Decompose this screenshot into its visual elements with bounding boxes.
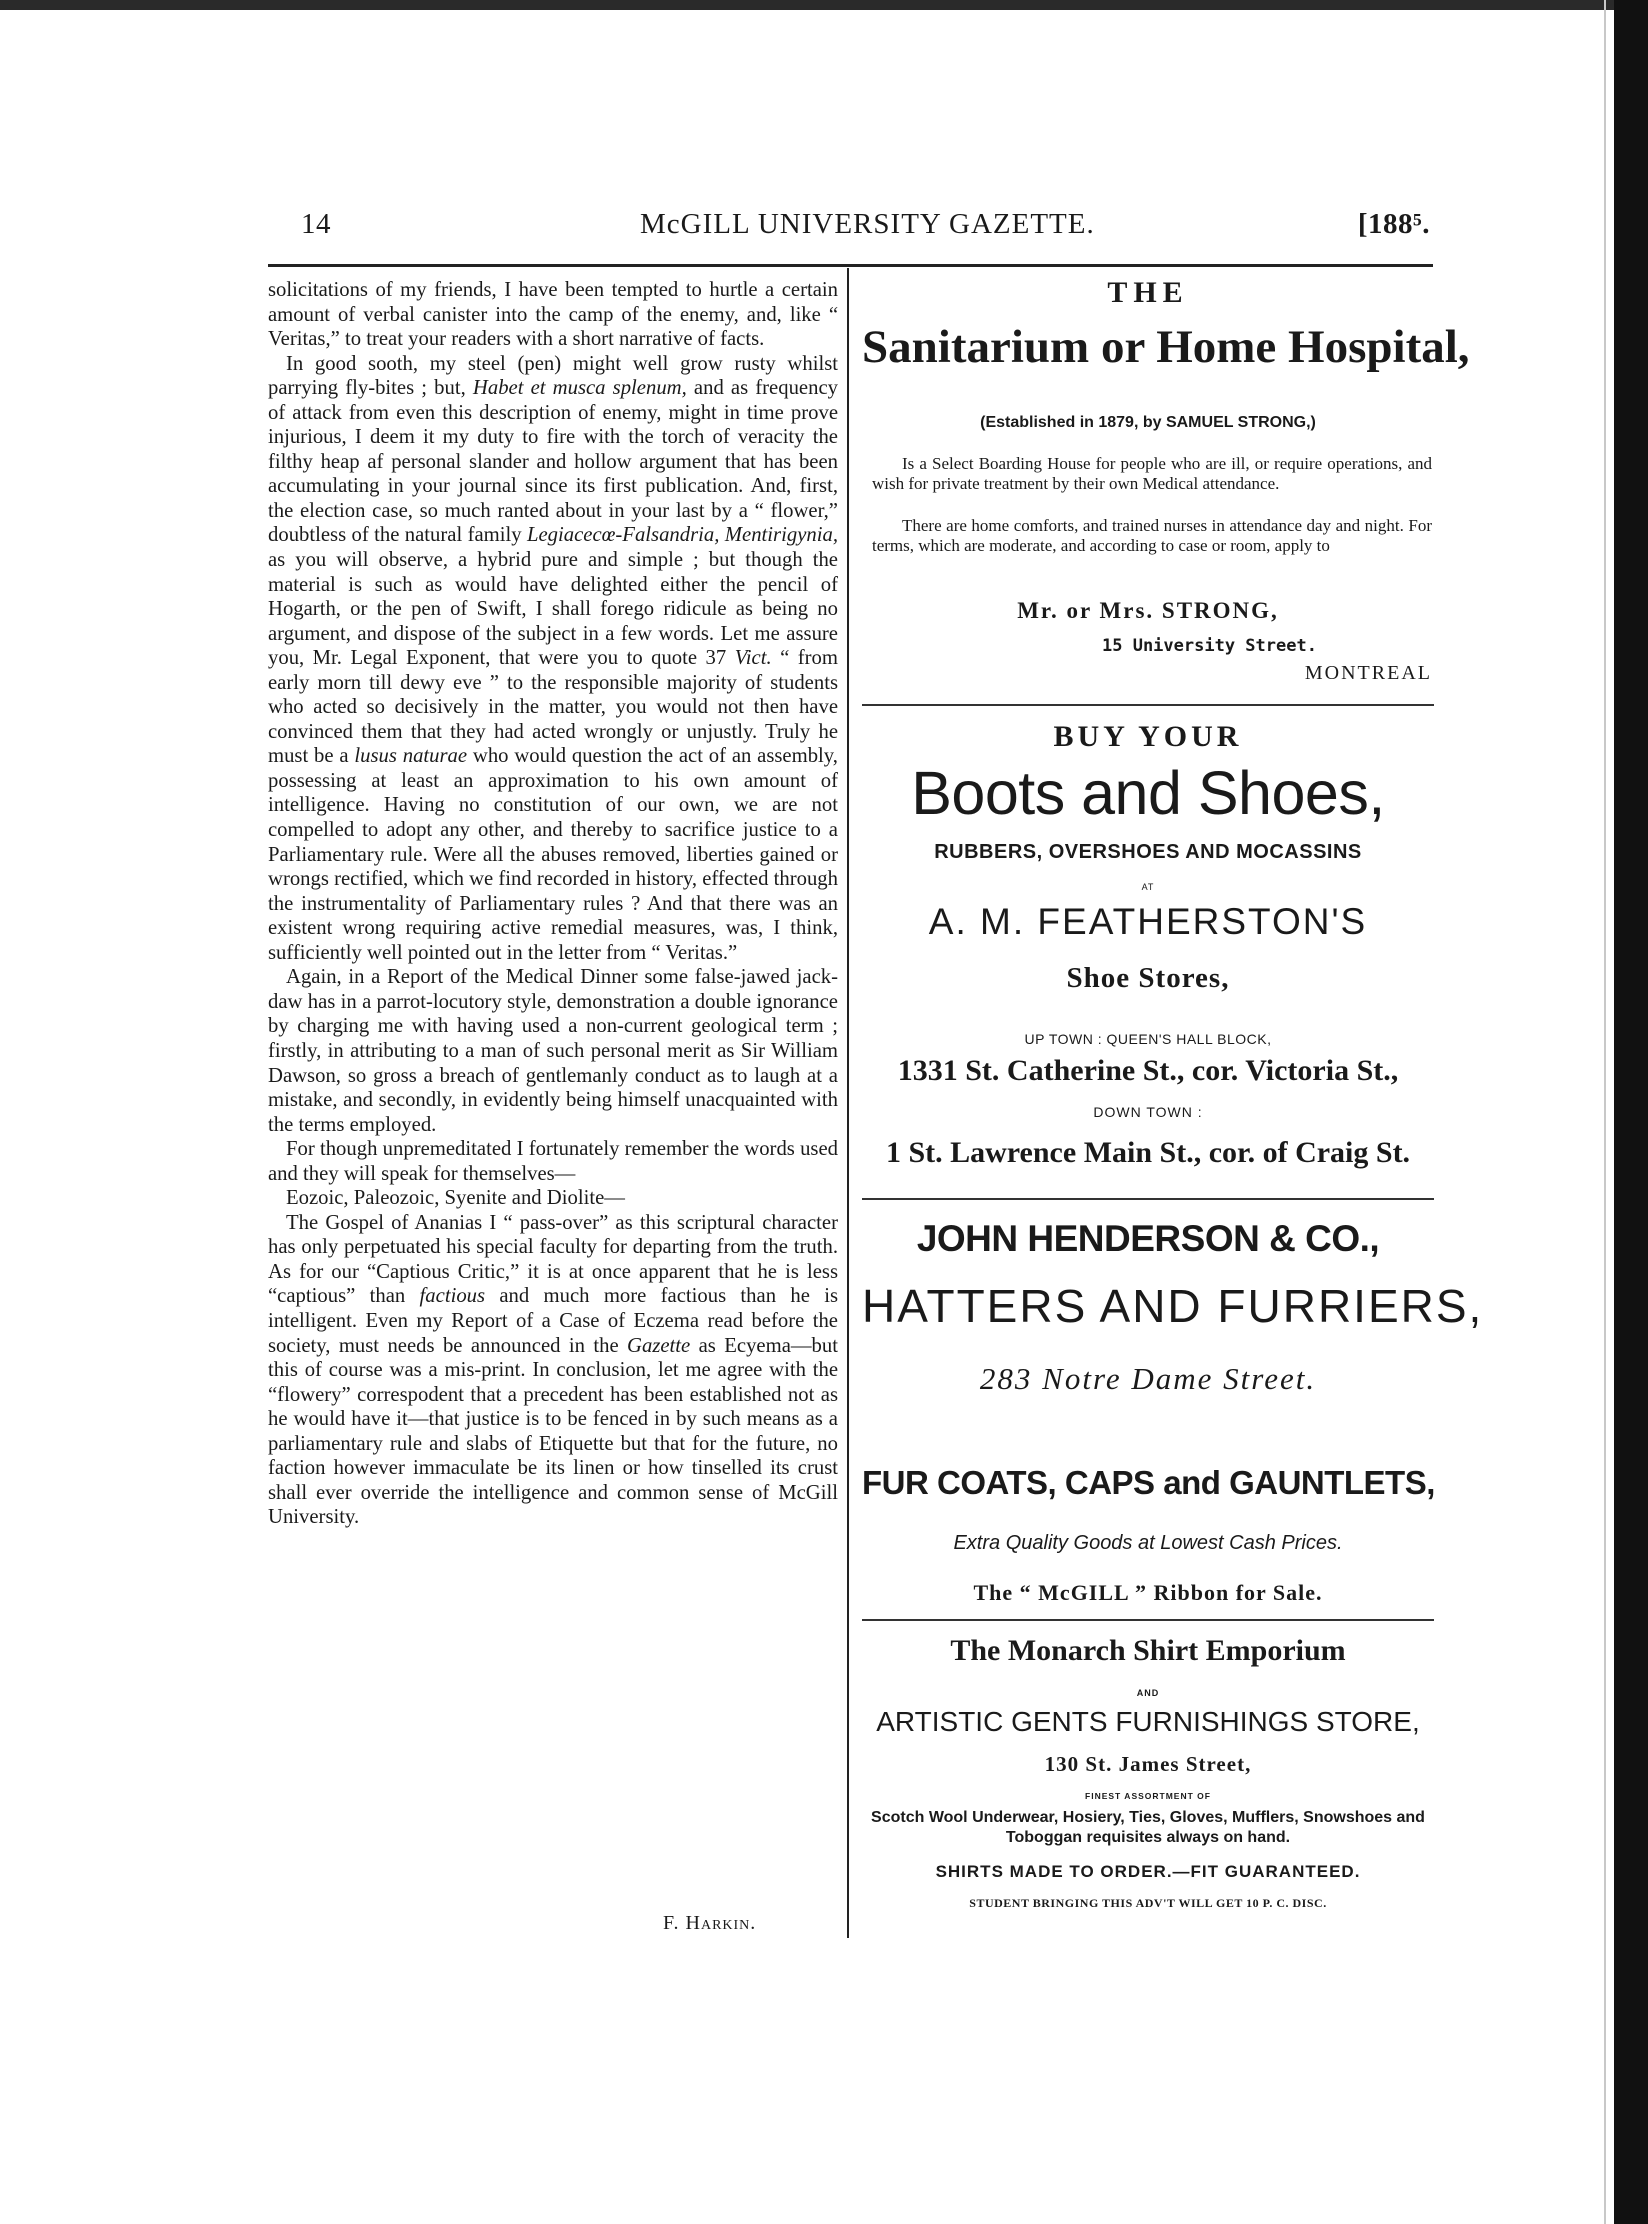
boots-uptown-address: 1331 St. Catherine St., cor. Victoria St.,	[897, 1054, 1399, 1087]
boots-buy-your: BUY YOUR	[1053, 720, 1243, 753]
monarch-shirts: SHIRTS MADE TO ORDER.—FIT GUARANTEED.	[935, 1862, 1361, 1881]
monarch-store: ARTISTIC GENTS FURNISHINGS STORE,	[876, 1706, 1420, 1737]
henderson-goods: FUR COATS, CAPS and GAUNTLETS,	[862, 1464, 1435, 1501]
monarch-student-discount: STUDENT BRINGING THIS ADV'T WILL GET 10 P. C. DISC.	[969, 1896, 1327, 1910]
sanitarium-address: 15 University Street.	[1102, 636, 1317, 656]
boots-subheading: RUBBERS, OVERSHOES AND MOCASSINS	[934, 841, 1362, 863]
article-paragraph-3: Again, in a Report of the Medical Dinner some false-jawed jack-daw has in a parrot-locutory style, demonstration a double ignorance by charging me with having used a non-current geological term ; firstly, in attributing to a man of such personal merit as Sir William Dawson, so gross a breach of gentlemanly conduct as to laugh at a mistake, and secondly, in evidently being himself unacquainted with the terms employed.	[268, 966, 838, 1136]
ad-separator-2	[862, 1198, 1434, 1200]
boots-merchant: A. M. FEATHERSTON'S	[928, 901, 1368, 942]
boots-uptown-label: UP TOWN : QUEEN'S HALL BLOCK,	[1024, 1031, 1272, 1047]
henderson-name: JOHN HENDERSON & CO.,	[916, 1218, 1380, 1259]
henderson-ribbon: The “ McGILL ” Ribbon for Sale.	[973, 1580, 1323, 1605]
boots-shoe-stores: Shoe Stores,	[1066, 962, 1230, 994]
article-paragraph-2: In good sooth, my steel (pen) might well grow rusty whilst parrying fly-bites ; but, Habet et musca splenum, and as frequency of attack from even this description of enemy, might in time prove injurious, I deem it my duty to fire with the torch of veracity the filthy heap af personal slander and hollow argument that has been accumulating in your journal since its first publication. And, first, the election case, so much ranted about in your last by a “ flower,” doubtless of the natural family Legiacecœ-Falsandria, Mentirigynia, as you will observe, a hybrid pure and simple ; but though the material is such as would have delighted either the pencil of Hogarth, or the pen of Swift, I shall forego ridicule as being no argument, and dispose of the subject in a few words. Let me assure you, Mr. Legal Exponent, that were you to quote 37 Vict. “ from early morn till dewy eve ” to the responsible majority of students who acted so decisively in the matter, you would not then have convinced them that they had acted wrongly or unjustly. Truly he must be a lusus naturae who would question the act of an assembly, possessing at least an approximation to his own amount of intelligence. Having no constitution of our own, we are not compelled to adopt any other, and thereby to sacrifice justice to a Parliamentary rule. Were all the abuses removed, liberties gained or wrongs rectified, which we find recorded in history, effected through the instrumentality of Parliamentary rules ? And that there was an existent wrong requiring active remedial measures, was, I think, sufficiently well pointed out in the letter from “ Veritas.”	[268, 352, 838, 964]
column-divider	[847, 268, 849, 1938]
article-paragraph-4: For though unpremeditated I fortunately remember the words used and they will speak for themselves—	[268, 1138, 838, 1185]
header-rule	[268, 264, 1433, 267]
sanitarium-body-1: Is a Select Boarding House for people who are ill, or require operations, and wish for private treatment by their own Medical attendance.	[872, 454, 1432, 493]
boots-downtown-label: DOWN TOWN :	[1093, 1104, 1203, 1120]
sanitarium-contact: Mr. or Mrs. STRONG,	[1017, 598, 1279, 623]
page-number: 14	[301, 208, 331, 240]
boots-at: AT	[1141, 882, 1155, 892]
article-column	[268, 278, 838, 1530]
monarch-and: AND	[1136, 1688, 1160, 1698]
scan-border-top	[0, 0, 1648, 10]
henderson-address: 283 Notre Dame Street.	[979, 1361, 1317, 1396]
monarch-name: The Monarch Shirt Emporium	[950, 1634, 1346, 1667]
gazette-title: McGILL UNIVERSITY GAZETTE.	[640, 208, 1095, 240]
article-paragraph-5: Eozoic, Paleozoic, Syenite and Diolite—	[286, 1187, 625, 1210]
sanitarium-city: MONTREAL	[1304, 662, 1432, 684]
article-paragraph-6: The Gospel of Ananias I “ pass-over” as this scriptural character has only perpetuated his special faculty for departing from the truth. As for our “Captious Critic,” it is at once apparent that he is less “captious” than factious and much more factious than he is intelligent. Even my Report of a Case of Eczema read before the society, must needs be announced in the Gazette as Ecyema—but this of course was a mis-print. In conclusion, let me agree with the “flowery” correspodent that a precedent has been established not as he would have it—that justice is to be fenced in by such means as a parliamentary rule and slabs of Etiquette but that for the future, no faction however immaculate be its linen or how tinselled its crust shall ever override the intelligence and common sense of McGill University.	[268, 1211, 838, 1529]
boots-downtown-address: 1 St. Lawrence Main St., cor. of Craig St.	[885, 1136, 1411, 1169]
henderson-trade: HATTERS AND FURRIERS,	[862, 1280, 1484, 1332]
scan-page-edge	[1604, 0, 1606, 2224]
page-header	[265, 208, 1430, 252]
boots-headline: Boots and Shoes,	[911, 759, 1385, 827]
monarch-finest: FINEST ASSORTMENT OF	[1085, 1791, 1211, 1801]
monarch-items: Scotch Wool Underwear, Hosiery, Ties, Gloves, Mufflers, Snowshoes and Toboggan requisites always on hand.	[871, 1809, 1425, 1846]
article-paragraph-1: solicitations of my friends, I have been tempted to hurtle a certain amount of verbal canister into the camp of the enemy, and, like “ Veritas,” to treat your readers with a short narrative of facts.	[268, 279, 838, 351]
article-signature: F. Harkin.	[663, 1912, 757, 1934]
sanitarium-the: THE	[1107, 276, 1189, 309]
ad-separator-3	[862, 1619, 1434, 1621]
monarch-address: 130 St. James Street,	[1044, 1752, 1252, 1776]
sanitarium-name: Sanitarium or Home Hospital,	[862, 321, 1470, 373]
year-label: [188⁵.	[1357, 208, 1430, 240]
ad-separator-1	[862, 704, 1434, 706]
sanitarium-established: (Established in 1879, by SAMUEL STRONG,)	[980, 414, 1316, 431]
sanitarium-body-2: There are home comforts, and trained nurses in attendance day and night. For terms, which are moderate, and according to case or room, apply to	[872, 516, 1432, 555]
scan-border-right	[1614, 0, 1648, 2224]
henderson-quality: Extra Quality Goods at Lowest Cash Prices.	[953, 1532, 1343, 1554]
